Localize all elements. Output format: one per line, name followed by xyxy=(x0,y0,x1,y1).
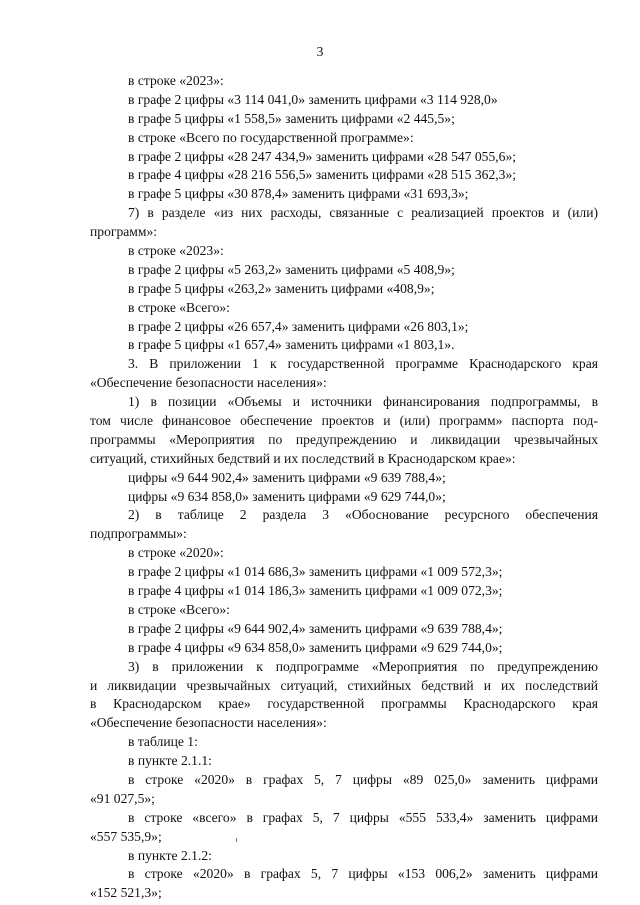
text-line: в графе 2 цифры «3 114 041,0» заменить цифрами «3 114 928,0» xyxy=(128,91,498,107)
text-line: ситуаций, стихийных бедствий и их последствий в Краснодарском крае»: xyxy=(90,450,516,466)
text-line: «152 521,3»; xyxy=(90,885,162,901)
text-line: в строке «Всего»: xyxy=(128,299,230,315)
page-number: 3 xyxy=(316,44,324,59)
text-line: и ликвидации чрезвычайных ситуаций, стихийных бедствий и их последствий xyxy=(90,677,598,693)
text-line: в строке «Всего по государственной программе»: xyxy=(128,129,414,145)
text-line: в таблице 1: xyxy=(128,734,198,750)
text-line: в графе 5 цифры «1 558,5» заменить цифрами «2 445,5»; xyxy=(128,110,455,126)
text-line: 3. В приложении 1 к государственной программе Краснодарского края xyxy=(128,356,598,372)
text-line: подпрограммы»: xyxy=(90,526,187,542)
text-line: «91 027,5»; xyxy=(90,790,155,806)
text-line: «Обеспечение безопасности населения»: xyxy=(90,715,327,731)
text-line: цифры «9 644 902,4» заменить цифрами «9 639 788,4»; xyxy=(128,469,446,485)
text-line: в пункте 2.1.2: xyxy=(128,847,212,863)
text-line: 3) в приложении к подпрограмме «Мероприятия по предупреждению xyxy=(128,658,598,674)
text-line: в графе 2 цифры «9 644 902,4» заменить цифрами «9 639 788,4»; xyxy=(128,620,503,636)
text-line: в строке «2023»: xyxy=(128,243,224,259)
text-line: в графе 4 цифры «28 216 556,5» заменить цифрами «28 515 362,3»; xyxy=(128,167,517,183)
text-line: в графе 2 цифры «1 014 686,3» заменить цифрами «1 009 572,3»; xyxy=(128,564,503,580)
text-line: в Краснодарском крае» государственной программы Краснодарского края xyxy=(90,696,598,712)
scan-mark xyxy=(236,838,237,842)
text-line: в строке «всего» в графах 5, 7 цифры «555 533,4» заменить цифрами xyxy=(128,809,598,825)
text-line: в строке «Всего»: xyxy=(128,601,230,617)
text-line: в графе 2 цифры «5 263,2» заменить цифрами «5 408,9»; xyxy=(128,261,455,277)
text-line: в строке «2023»: xyxy=(128,73,224,88)
text-line: 1) в позиции «Объемы и источники финансирования подпрограммы, в xyxy=(128,394,598,410)
text-line: в графе 2 цифры «28 247 434,9» заменить цифрами «28 547 055,6»; xyxy=(128,148,517,164)
text-line: в строке «2020» в графах 5, 7 цифры «153 006,2» заменить цифрами xyxy=(128,866,598,882)
text-line: программы «Мероприятия по предупреждению и ликвидации чрезвычайных xyxy=(90,431,598,447)
text-line: том числе финансовое обеспечение проектов и (или) программ» паспорта под- xyxy=(90,413,598,429)
text-line: цифры «9 634 858,0» заменить цифрами «9 629 744,0»; xyxy=(128,488,446,504)
text-line: в графе 2 цифры «26 657,4» заменить цифрами «26 803,1»; xyxy=(128,318,469,334)
text-line: в графе 5 цифры «263,2» заменить цифрами «408,9»; xyxy=(128,280,435,296)
text-line: в графе 5 цифры «30 878,4» заменить цифрами «31 693,3»; xyxy=(128,186,469,202)
text-line: в графе 4 цифры «1 014 186,3» заменить цифрами «1 009 072,3»; xyxy=(128,583,503,599)
text-line: в графе 5 цифры «1 657,4» заменить цифрами «1 803,1». xyxy=(128,337,455,353)
text-line: в графе 4 цифры «9 634 858,0» заменить цифрами «9 629 744,0»; xyxy=(128,639,503,655)
text-line: «557 535,9»; xyxy=(90,828,162,844)
text-line: в пункте 2.1.1: xyxy=(128,753,212,769)
document-body xyxy=(90,72,598,903)
text-line: программ»: xyxy=(90,224,158,240)
text-line: в строке «2020» в графах 5, 7 цифры «89 025,0» заменить цифрами xyxy=(128,771,598,787)
text-line: 2) в таблице 2 раздела 3 «Обоснование ресурсного обеспечения xyxy=(128,507,598,523)
text-line: 7) в разделе «из них расходы, связанные с реализацией проектов и (или) xyxy=(128,205,598,221)
text-line: «Обеспечение безопасности населения»: xyxy=(90,375,327,391)
text-line: в строке «2020»: xyxy=(128,545,224,561)
